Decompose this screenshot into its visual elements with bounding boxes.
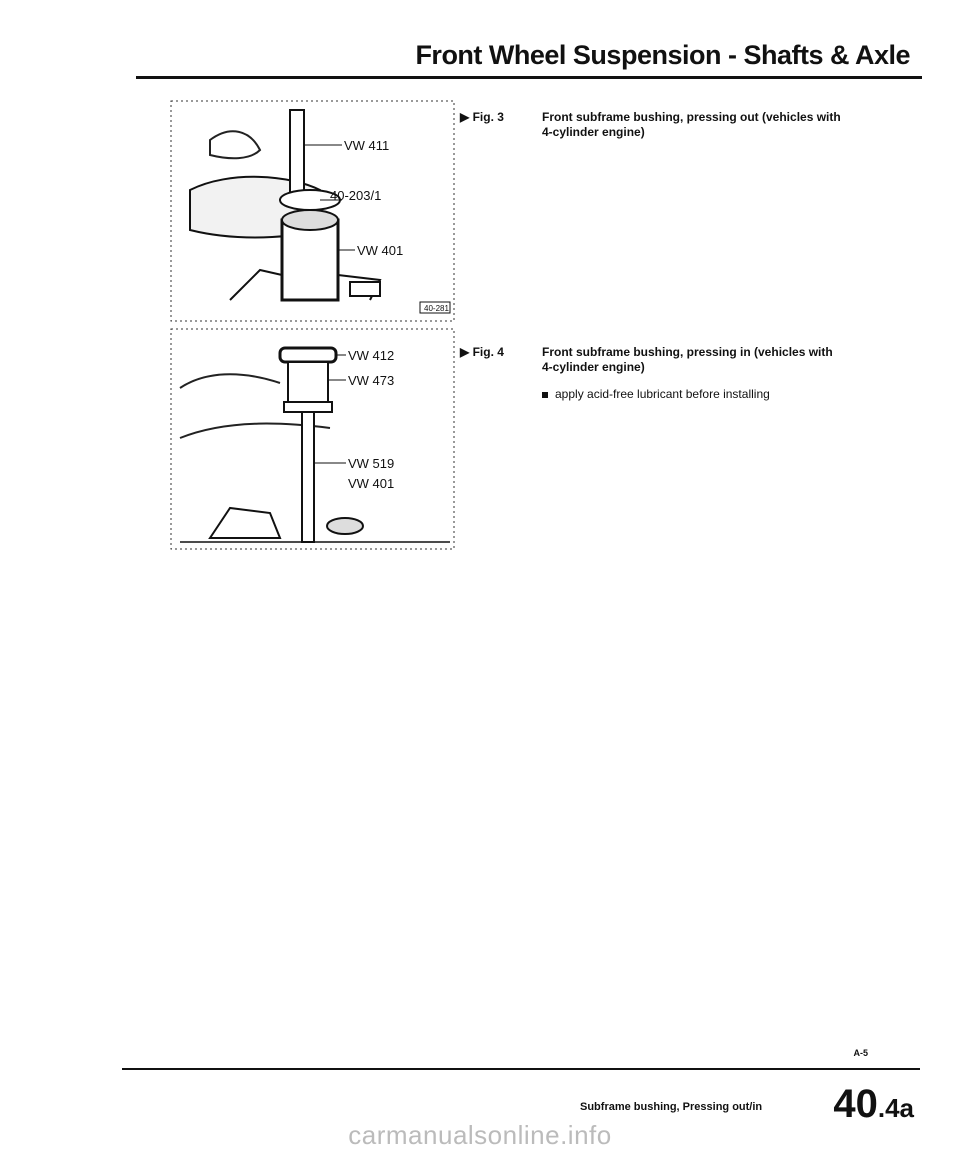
- page-reference: A-5: [853, 1048, 868, 1058]
- figure-4-note: [542, 387, 842, 402]
- figure-3-label: 40-203/1: [330, 188, 382, 203]
- figure-4-label: VW 412: [348, 348, 395, 363]
- watermark: carmanualsonline.info: [348, 1120, 612, 1150]
- figure-4-label: VW 473: [348, 373, 395, 388]
- figure-4-label: VW 519: [348, 456, 395, 471]
- figure-3-caption: [460, 110, 842, 140]
- arrow-right-icon: ▶: [460, 345, 470, 359]
- page-header-title: Front Wheel Suspension - Shafts & Axle: [415, 40, 910, 70]
- page-number-main: 40: [833, 1082, 878, 1126]
- figure-4-caption: [460, 345, 842, 402]
- header-rule: [136, 76, 922, 79]
- figure-4-note-text: apply acid-free lubricant before installing: [555, 387, 770, 401]
- figure-3-illustration: [170, 100, 455, 322]
- footer-rule: [122, 1068, 920, 1070]
- figure-4-illustration: [170, 328, 455, 550]
- arrow-right-icon: ▶: [460, 110, 470, 124]
- page-number-suffix: .4a: [877, 1093, 914, 1123]
- figure-4-caption-text: Front subframe bushing, pressing in (vehicles with 4-cylinder engine): [542, 345, 833, 374]
- figure-4-number: Fig. 4: [472, 345, 504, 359]
- figure-3-label: VW 401: [357, 243, 404, 258]
- figure-3-caption-text: Front subframe bushing, pressing out (vehicles with 4-cylinder engine): [542, 110, 841, 139]
- figure-4-label: VW 401: [348, 476, 395, 491]
- figure-3-image-code: 40-281: [424, 304, 449, 313]
- bullet-icon: [542, 392, 548, 398]
- footer-caption: Subframe bushing, Pressing out/in: [580, 1101, 763, 1113]
- figure-3-number: Fig. 3: [472, 110, 504, 124]
- figure-3-label: VW 411: [344, 138, 390, 153]
